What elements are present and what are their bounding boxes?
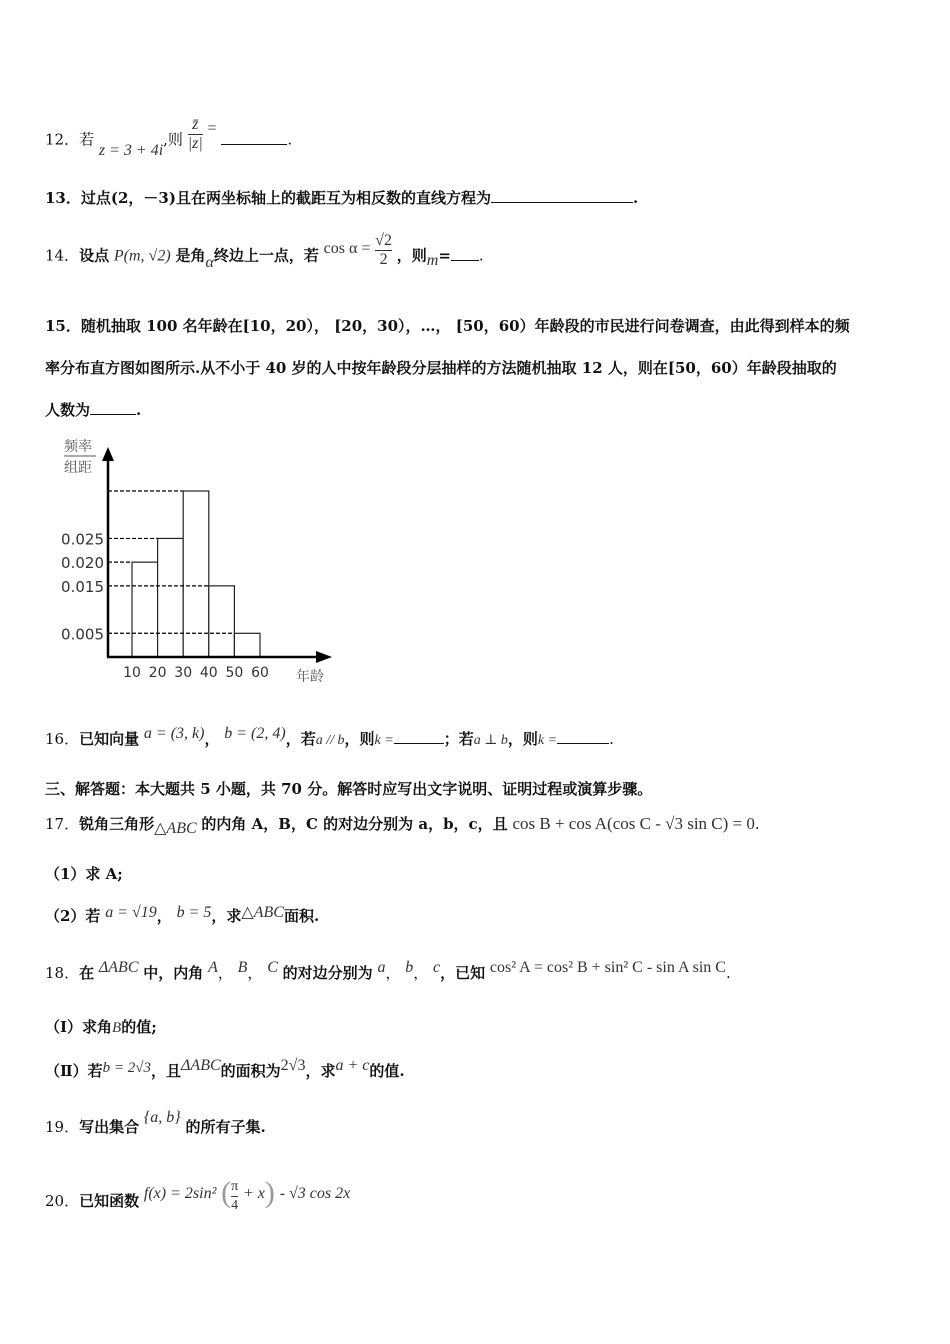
q12-equals: = [207,119,217,137]
q18-part2-mid1: ，且 [151,1062,182,1080]
q18-part1 [45,1016,157,1037]
q16-k1: k = [374,733,394,748]
q12-frac-den: |z| [187,135,203,152]
q18-triangle: ΔABC [98,959,139,976]
q15-line3-wrap [45,389,905,431]
q13-answer-blank [491,188,633,203]
question-17 [45,813,760,837]
q12-end: . [287,130,293,149]
histogram-xtick-0: 10 [123,665,141,681]
frequency-histogram [50,435,340,690]
q18-part2-sum: a + c [335,1057,370,1074]
q17-part2-prefix: （2）若 [45,907,101,925]
q17-part2-mid: ，求 [211,907,242,925]
q18-mid2: 的对边分别为 [282,964,373,982]
section-3-heading: 三、解答题：本大题共 5 小题，共 70 分。解答时应写出文字说明、证明过程或演算步骤。 [45,780,653,798]
question-13 [45,187,638,208]
q14-var: m [426,251,439,269]
q12-condition: z = 3 + 4i [98,141,164,159]
q17-part2 [45,905,319,926]
histogram-bar-50-60 [234,633,260,657]
question-14 [45,232,484,275]
histogram-bar-20-30 [158,538,184,657]
question-19 [45,1109,266,1137]
q20-prefix: 已知函数 [79,1192,140,1210]
q18-part2-end: 的值. [369,1062,405,1080]
q20-frac-den: 4 [231,1197,239,1213]
q18-part2-area: 2√3 [280,1057,306,1074]
q16-comma: ， [204,730,220,748]
q18-part2-triangle: ΔABC [181,1057,221,1074]
q20-func-lhs: f(x) = 2sin² [143,1185,217,1202]
q18-equation: cos² A = cos² B + sin² C - sin A sin C [489,959,726,976]
q17-mid: 的内角 A，B，C 的对边分别为 a，b，c，且 [201,815,508,833]
q14-frac-den: 2 [379,251,388,268]
q20-frac-num: π [231,1178,238,1197]
histogram-xtick-3: 40 [199,665,218,681]
q18-part2 [45,1057,405,1081]
q16-parallel: a // b [315,733,345,748]
q16-mid4: ，则 [507,730,538,748]
question-20 [45,1176,351,1221]
q15-line1: 15．随机抽取 100 名年龄在[10，20）， [20，30），…， [50，60）年龄段的市民进行问卷调查，由此得到样本的频 [45,317,850,335]
q13-text: 13．过点(2，－3)且在两坐标轴上的截距互为相反数的直线方程为 [45,189,491,207]
q14-eq: = [438,246,451,265]
q15-line2: 率分布直方图如图所示.从不小于 40 岁的人中按年龄段分层抽样的方法随机抽取 12 人，则在[50，60）年龄段抽取的 [45,359,837,377]
q18-part1-var: B [112,1020,122,1036]
q20-paren-close: ) [264,1176,275,1209]
q14-alpha: α [205,253,214,271]
q18-part2-mid3: ，求 [305,1062,336,1080]
q14-number: 14． [45,246,80,265]
histogram-xtick-1: 20 [148,665,167,681]
q18-side-c: c [433,959,441,976]
q16-end: . [609,730,614,748]
q15-end: . [136,401,142,419]
q18-part1-end: 的值; [121,1018,157,1036]
q17-number: 17． [45,815,80,833]
q18-mid1: 中，内角 [143,964,204,982]
q12-number: 12． [45,130,80,149]
histogram-x-arrow [316,651,332,663]
q19-prefix: 写出集合 [79,1118,140,1136]
q16-prefix: 已知向量 [79,730,140,748]
q12-answer-blank [221,130,287,145]
q14-end: . [478,246,484,265]
q12-frac-num: z̄ [188,116,203,135]
q16-mid2: ，则 [344,730,375,748]
q16-perp: a ⊥ b [473,733,508,748]
q15-answer-blank [90,400,136,415]
q13-end: . [632,189,639,207]
histogram-xtick-5: 60 [251,665,269,681]
q18-angle-c: C [267,959,278,976]
q18-part2-prefix: （Ⅱ）若 [45,1062,103,1080]
histogram-ylabel-top: 频率 [64,439,92,455]
q14-mid2: 终边上一点，若 [213,246,319,265]
q15-line3: 人数为 [45,401,91,419]
histogram-marks [61,491,269,681]
q18-end: . [725,964,731,982]
q14-frac-num: √2 [375,232,392,249]
histogram-bar-40-50 [209,586,235,657]
q20-paren-open: ( [221,1176,232,1209]
q12-mid: ,则 [163,130,183,149]
histogram-ytick-1: 0.020 [61,554,104,573]
q14-cos-lhs: cos α = [323,239,371,257]
q18-number: 18． [45,964,80,982]
histogram-xtick-2: 30 [174,665,193,681]
histogram-ytick-3: 0.005 [61,625,104,644]
q18-part1-prefix: （Ⅰ）求角 [45,1018,113,1036]
histogram-xtick-4: 50 [225,665,244,681]
question-12 [45,116,293,159]
q16-vec-a: a = (3, k) [143,725,205,742]
q18-angle-a: A [208,959,218,976]
q16-mid3: ；若 [443,730,474,748]
q17-prefix: 锐角三角形 [79,815,155,833]
q14-prefix: 设点 [79,246,110,265]
q14-answer-blank [451,246,479,261]
histogram-xlabel: 年龄 [296,669,324,685]
q16-mid1: ，若 [285,730,316,748]
q17-equation: cos B + cos A(cos C - √3 sin C) = 0 [512,814,755,833]
q20-number: 20． [45,1192,80,1210]
q12-fraction [188,116,203,153]
q19-set: {a, b} [143,1109,181,1126]
q19-number: 19． [45,1118,80,1136]
histogram-ytick-2: 0.015 [61,577,104,596]
q18-part2-mid2: 的面积为 [220,1062,281,1080]
q17-part1: （1）求 A; [45,865,123,883]
q14-mid3: ，则 [396,246,427,265]
q12-prefix: 若 [79,130,95,149]
q14-mid1: 是角 [175,246,206,265]
q18-part2-b: b = 2√3 [102,1060,152,1076]
q14-point: P(m, √2) [113,247,171,265]
question-15 [45,305,905,431]
q20-func-rhs: - √3 cos 2x [279,1185,351,1202]
q17-end: . [754,815,760,833]
histogram-ytick-0: 0.025 [61,530,104,549]
q18-side-a: a [377,959,386,976]
q17-part2-comma: ， [156,907,172,925]
histogram-ylabel-bottom: 组距 [64,460,92,476]
q17-part2-triangle: △ABC [241,904,284,921]
q19-end: 的所有子集. [185,1118,266,1136]
q18-angle-b: B [237,959,248,976]
q18-mid3: ，已知 [440,964,486,982]
q18-prefix: 在 [79,964,95,982]
q17-triangle: △ABC [154,820,197,837]
histogram-y-arrow [102,447,114,461]
q17-part2-b: b = 5 [176,904,212,921]
q16-number: 16． [45,730,80,748]
q20-func-inner: + x [243,1185,265,1202]
question-16 [45,725,614,749]
q17-part2-a: a = √19 [105,904,157,921]
q16-answer-blank-2 [557,729,609,744]
question-18: 18．在 ΔABC 中，内角 A， B， C 的对边分别为 a， b， c，已知 cos² A = cos² B + sin² C - sin A sin C. [45,959,731,982]
histogram-bar-10-20 [132,562,158,657]
histogram-bar-30-40 [183,491,209,657]
q18-side-b: b [405,959,414,976]
q14-fraction [375,232,392,269]
q20-fraction [231,1178,238,1215]
q16-answer-blank-1 [394,729,444,744]
q16-vec-b: b = (2, 4) [224,725,286,742]
q16-k2: k = [537,733,558,748]
q17-part2-end: 面积. [283,907,320,925]
